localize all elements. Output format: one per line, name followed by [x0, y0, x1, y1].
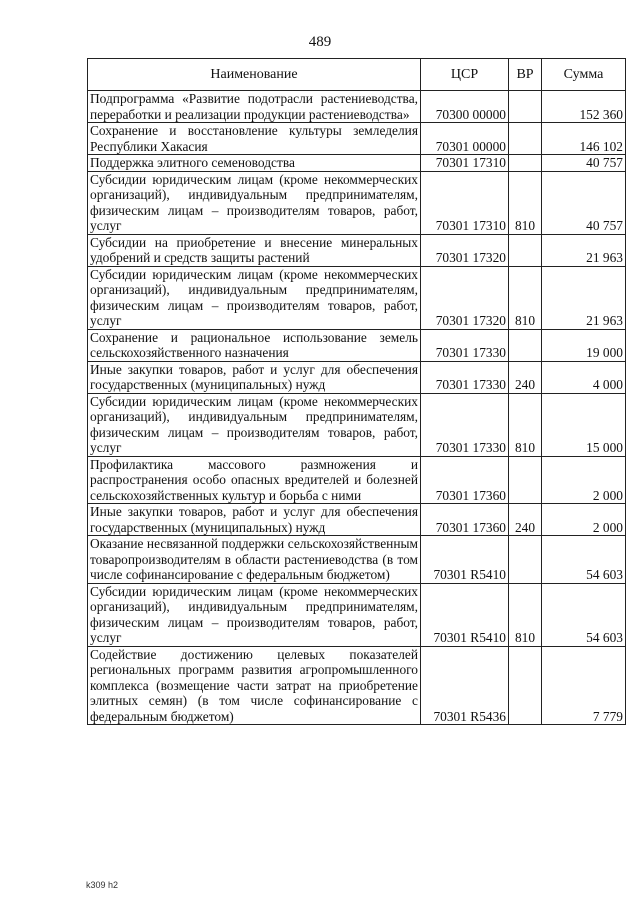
- row-sum: 21 963: [542, 234, 626, 266]
- row-sum: 4 000: [542, 361, 626, 393]
- budget-table: [87, 58, 626, 725]
- row-csr: 70301 17320: [421, 266, 509, 329]
- row-csr: 70301 17330: [421, 329, 509, 361]
- row-vr: [509, 91, 542, 123]
- table-row: [88, 646, 626, 725]
- row-sum: 152 360: [542, 91, 626, 123]
- row-name: Субсидии на приобретение и внесение минеральных удобрений и средств защиты растений: [88, 234, 421, 266]
- row-csr: 70301 R5410: [421, 583, 509, 646]
- table-row: [88, 123, 626, 155]
- row-vr: [509, 646, 542, 725]
- row-sum: 15 000: [542, 393, 626, 456]
- row-vr: 240: [509, 361, 542, 393]
- row-csr: 70301 17330: [421, 361, 509, 393]
- row-sum: 2 000: [542, 504, 626, 536]
- header-name: Наименование: [88, 59, 421, 91]
- row-name: Иные закупки товаров, работ и услуг для обеспечения государственных (муниципальных) нужд: [88, 361, 421, 393]
- table-header-row: [88, 59, 626, 91]
- row-name: Сохранение и восстановление культуры земледелия Республики Хакасия: [88, 123, 421, 155]
- row-csr: 70300 00000: [421, 91, 509, 123]
- table-row: [88, 91, 626, 123]
- table-row: [88, 504, 626, 536]
- table-row: [88, 266, 626, 329]
- table-row: [88, 536, 626, 584]
- row-name: Содействие достижению целевых показателей региональных программ развития агропромышленного комплекса (возмещение части затрат на приобретение элитных семян) (в том числе софинансирование с федеральным бюджетом): [88, 646, 421, 725]
- row-csr: 70301 17330: [421, 393, 509, 456]
- row-sum: 40 757: [542, 155, 626, 172]
- row-csr: 70301 17310: [421, 155, 509, 172]
- row-vr: 810: [509, 393, 542, 456]
- row-sum: 54 603: [542, 583, 626, 646]
- row-sum: 19 000: [542, 329, 626, 361]
- header-vr: ВР: [509, 59, 542, 91]
- row-vr: 810: [509, 171, 542, 234]
- table-row: [88, 393, 626, 456]
- row-vr: [509, 456, 542, 504]
- row-csr: 70301 17360: [421, 504, 509, 536]
- footer-mark: k309 h2: [86, 880, 119, 890]
- row-name: Оказание несвязанной поддержки сельскохозяйственным товаропроизводителям в области растениеводства (в том числе софинансирование с федеральным бюджетом): [88, 536, 421, 584]
- row-vr: [509, 329, 542, 361]
- row-name: Иные закупки товаров, работ и услуг для обеспечения государственных (муниципальных) нужд: [88, 504, 421, 536]
- row-csr: 70301 17310: [421, 171, 509, 234]
- table-row: [88, 329, 626, 361]
- row-sum: 7 779: [542, 646, 626, 725]
- row-vr: [509, 536, 542, 584]
- row-sum: 54 603: [542, 536, 626, 584]
- row-sum: 2 000: [542, 456, 626, 504]
- row-csr: 70301 17320: [421, 234, 509, 266]
- row-csr: 70301 R5436: [421, 646, 509, 725]
- row-name: Субсидии юридическим лицам (кроме некоммерческих организаций), индивидуальным предпринимателям, физическим лицам – производителям товаров, работ, услуг: [88, 393, 421, 456]
- table-row: [88, 155, 626, 172]
- row-name: Профилактика массового размножения и распространения особо опасных вредителей и болезней сельскохозяйственных культур и борьба с ними: [88, 456, 421, 504]
- row-name: Субсидии юридическим лицам (кроме некоммерческих организаций), индивидуальным предпринимателям, физическим лицам – производителям товаров, работ, услуг: [88, 266, 421, 329]
- row-sum: 21 963: [542, 266, 626, 329]
- row-vr: [509, 123, 542, 155]
- row-name: Поддержка элитного семеноводства: [88, 155, 421, 172]
- table-row: [88, 234, 626, 266]
- row-sum: 40 757: [542, 171, 626, 234]
- row-name: Субсидии юридическим лицам (кроме некоммерческих организаций), индивидуальным предпринимателям, физическим лицам – производителям товаров, работ, услуг: [88, 583, 421, 646]
- row-vr: 810: [509, 583, 542, 646]
- table-row: [88, 456, 626, 504]
- row-vr: [509, 234, 542, 266]
- table-row: [88, 583, 626, 646]
- row-sum: 146 102: [542, 123, 626, 155]
- table-row: [88, 171, 626, 234]
- table-row: [88, 361, 626, 393]
- page-number: 489: [308, 34, 332, 50]
- row-vr: [509, 155, 542, 172]
- row-csr: 70301 17360: [421, 456, 509, 504]
- row-csr: 70301 00000: [421, 123, 509, 155]
- row-csr: 70301 R5410: [421, 536, 509, 584]
- row-name: Подпрограмма «Развитие подотрасли растениеводства, переработки и реализации продукции растениеводства»: [88, 91, 421, 123]
- row-name: Субсидии юридическим лицам (кроме некоммерческих организаций), индивидуальным предпринимателям, физическим лицам – производителям товаров, работ, услуг: [88, 171, 421, 234]
- row-vr: 240: [509, 504, 542, 536]
- header-csr: ЦСР: [421, 59, 509, 91]
- row-vr: 810: [509, 266, 542, 329]
- table-body: [88, 91, 626, 725]
- header-sum: Сумма: [542, 59, 626, 91]
- row-name: Сохранение и рациональное использование земель сельскохозяйственного назначения: [88, 329, 421, 361]
